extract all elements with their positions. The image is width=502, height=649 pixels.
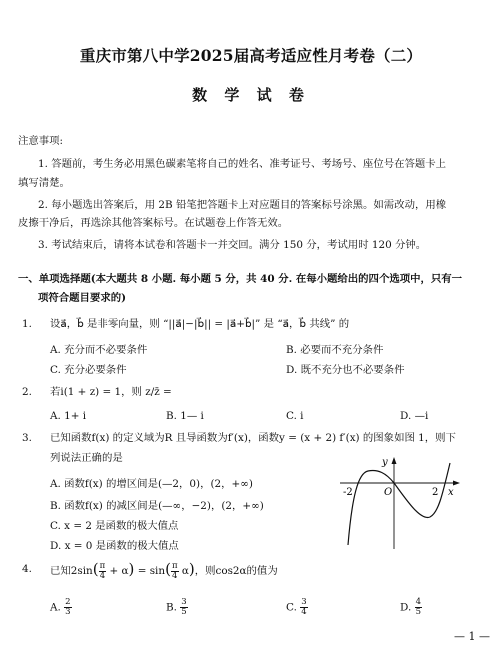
pos-tick-label: 2 <box>432 487 439 498</box>
question-4-stem-post: ，则cos2α的值为 <box>194 565 278 577</box>
question-4-option-a: A. $\frac{2}{3}$ <box>50 597 71 617</box>
question-3-stem-cont: 列说法正确的是 <box>50 452 123 464</box>
question-4-number: 4. <box>22 563 32 575</box>
question-4-option-c: C. $\frac{3}{4}$ <box>286 597 307 617</box>
page-number: — 1 — <box>454 630 490 643</box>
question-1-option-d: D. 既不充分也不必要条件 <box>286 364 405 376</box>
question-4-stem-pre: 已知2sin <box>50 565 93 577</box>
question-3-number: 3. <box>22 432 32 444</box>
question-3-option-d: D. x = 0 是函数的极大值点 <box>50 540 179 552</box>
section-heading-cont: 项符合题目要求的) <box>38 292 127 304</box>
exam-title: 重庆市第八中学2025届高考适应性月考卷（二） <box>79 46 423 65</box>
question-2-number: 2. <box>22 386 32 398</box>
x-axis-label: x <box>448 487 454 498</box>
question-2-option-a: A. 1+ i <box>50 410 87 422</box>
notice-item-2: 2. 每小题选出答案后，用 2B 铅笔把答题卡上对应题目的答案标号涂黑。如需改动，用橡 <box>38 199 447 211</box>
question-4-option-b: B. $\frac{3}{5}$ <box>166 597 187 617</box>
neg-tick-label: -2 <box>343 487 353 498</box>
question-2-option-c: C. i <box>286 410 304 422</box>
function-graph <box>340 457 460 549</box>
question-4-stem: 已知2sin( $\frac{\pi}{4}$ + α) = sin( $\frac{\pi}{4}$ α)，则cos2α的值为 <box>50 560 278 581</box>
question-1-option-b: B. 必要而不充分条件 <box>286 344 384 356</box>
question-3-stem: 已知函数f(x) 的定义域为R 且导函数为f′(x)，函数y = (x + 2) f′(x) 的图象如图 1，则下 <box>50 432 456 444</box>
question-4-option-d: D. $\frac{4}{5}$ <box>400 597 421 617</box>
origin-label: O <box>384 487 393 498</box>
question-1-option-a: A. 充分而不必要条件 <box>50 344 148 356</box>
question-2-option-b: B. 1— i <box>166 410 204 422</box>
question-1-number: 1. <box>22 318 32 330</box>
question-3-option-b: B. 函数f(x) 的减区间是(—∞，−2)，(2，+∞) <box>50 500 264 512</box>
question-2-stem: 若i(1 + z) = 1，则 z/z̄ = <box>50 386 172 398</box>
notice-item-1: 1. 答题前，考生务必用黑色碳素笔将自己的姓名、准考证号、考场号、座位号在答题卡上 <box>38 158 447 170</box>
question-4-stem-mid: = sin <box>134 565 166 577</box>
notice-item-3: 3. 考试结束后，请将本试卷和答题卡一并交回。满分 150 分，考试用时 120 分钟。 <box>38 239 427 251</box>
pi-over-4-fraction: $\frac{\pi}{4}$ <box>99 560 106 581</box>
question-3-option-c: C. x = 2 是函数的极大值点 <box>50 520 179 532</box>
function-curve <box>348 463 450 545</box>
exam-subtitle: 数 学 试 卷 <box>192 86 310 104</box>
question-1-stem: 设a⃗，b⃗ 是非零向量，则 “||a⃗|−|b⃗|| = |a⃗+b⃗|” 是 “a⃗，b⃗ 共线” 的 <box>50 318 350 330</box>
x-axis-arrow <box>453 481 460 486</box>
pi-over-4-fraction-2: $\frac{\pi}{4}$ <box>171 560 178 581</box>
notice-item-2-cont: 皮擦干净后，再选涂其他答案标号。在试题卷上作答无效。 <box>18 217 289 229</box>
notice-item-1-cont: 填写清楚。 <box>18 177 70 189</box>
notice-heading: 注意事项: <box>18 135 64 147</box>
question-1-option-c: C. 充分必要条件 <box>50 364 127 376</box>
y-axis-arrow <box>392 457 397 464</box>
question-2-option-d: D. —i <box>400 410 429 422</box>
question-3-option-a: A. 函数f(x) 的增区间是(—2，0)，(2，+∞) <box>50 478 253 490</box>
y-axis-label: y <box>382 457 388 468</box>
section-heading: 一、单项选择题(本大题共 8 小题. 每小题 5 分，共 40 分. 在每小题给出的四个选项中，只有一 <box>18 273 463 285</box>
